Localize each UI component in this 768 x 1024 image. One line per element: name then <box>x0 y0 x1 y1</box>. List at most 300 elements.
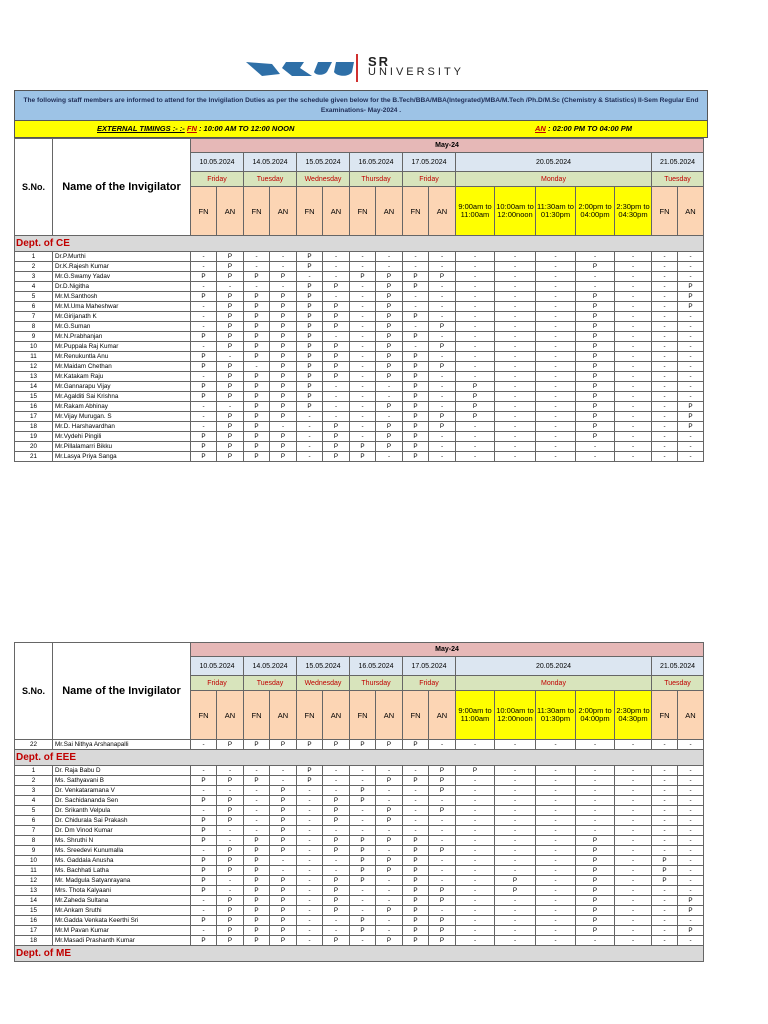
duty-cell: P <box>244 432 270 442</box>
duty-cell: P <box>576 372 615 382</box>
duty-cell: - <box>536 896 576 906</box>
duty-cell: - <box>429 302 456 312</box>
duty-cell: P <box>376 302 403 312</box>
duty-cell: - <box>456 302 495 312</box>
duty-cell: - <box>429 372 456 382</box>
duty-cell: P <box>244 342 270 352</box>
duty-cell: - <box>456 856 495 866</box>
duty-cell: - <box>244 282 270 292</box>
duty-cell: P <box>244 332 270 342</box>
duty-cell: P <box>429 272 456 282</box>
day-header: Tuesday <box>652 172 704 187</box>
row-number: 11 <box>15 352 53 362</box>
duty-cell: - <box>350 322 376 332</box>
day-header: Monday <box>456 172 652 187</box>
duty-cell: - <box>297 876 323 886</box>
duty-cell: P <box>376 806 403 816</box>
duty-cell: P <box>297 262 323 272</box>
fn-session-header: FN <box>297 691 323 740</box>
logo-mark-icon <box>242 58 372 80</box>
table-row <box>15 826 704 836</box>
duty-cell: P <box>191 856 217 866</box>
duty-cell: - <box>376 766 403 776</box>
day-header: Monday <box>456 676 652 691</box>
duty-cell: - <box>652 740 678 750</box>
date-header: 14.05.2024 <box>244 657 297 676</box>
duty-cell: P <box>323 372 350 382</box>
duty-cell: - <box>456 786 495 796</box>
duty-cell: P <box>429 916 456 926</box>
date-header: 14.05.2024 <box>244 153 297 172</box>
duty-cell: - <box>678 342 704 352</box>
duty-cell: - <box>615 876 652 886</box>
duty-cell: P <box>244 866 270 876</box>
duty-cell: P <box>191 442 217 452</box>
duty-cell: - <box>191 322 217 332</box>
duty-cell: - <box>678 786 704 796</box>
row-number: 13 <box>15 372 53 382</box>
duty-cell: P <box>403 776 429 786</box>
duty-cell: - <box>615 322 652 332</box>
duty-cell: - <box>495 332 536 342</box>
table-row <box>15 786 704 796</box>
duty-cell: P <box>217 906 244 916</box>
duty-cell: - <box>615 926 652 936</box>
duty-cell: P <box>217 422 244 432</box>
duty-cell: - <box>536 836 576 846</box>
table-row <box>15 926 704 936</box>
duty-cell: P <box>217 362 244 372</box>
duty-cell: - <box>536 342 576 352</box>
duty-cell: - <box>350 342 376 352</box>
duty-cell: - <box>495 846 536 856</box>
duty-cell: P <box>244 896 270 906</box>
duty-cell: P <box>403 402 429 412</box>
duty-cell: - <box>456 372 495 382</box>
duty-cell: - <box>495 352 536 362</box>
duty-cell: P <box>376 776 403 786</box>
duty-cell: - <box>495 392 536 402</box>
duty-cell: - <box>652 272 678 282</box>
invigilator-name: Mr.Ankam Sruthi <box>53 906 191 916</box>
duty-cell: P <box>403 452 429 462</box>
date-header: 21.05.2024 <box>652 153 704 172</box>
duty-cell: P <box>376 740 403 750</box>
duty-cell: - <box>456 322 495 332</box>
duty-cell: - <box>456 826 495 836</box>
duty-cell: P <box>270 352 297 362</box>
duty-cell: P <box>403 442 429 452</box>
duty-cell: - <box>403 252 429 262</box>
duty-cell: P <box>270 342 297 352</box>
day-header: Friday <box>191 172 244 187</box>
duty-cell: P <box>456 766 495 776</box>
invigilator-name: Ms. Sathyavani B <box>53 776 191 786</box>
duty-cell: - <box>678 816 704 826</box>
duty-cell: - <box>615 906 652 916</box>
an-session-header: AN <box>323 691 350 740</box>
duty-cell: - <box>536 906 576 916</box>
duty-cell: - <box>217 786 244 796</box>
duty-cell: P <box>495 886 536 896</box>
duty-cell: - <box>536 806 576 816</box>
invigilator-name: Dr.K.Rajesh Kumar <box>53 262 191 272</box>
duty-cell: - <box>652 906 678 916</box>
duty-cell: - <box>217 876 244 886</box>
duty-cell: - <box>652 432 678 442</box>
duty-cell: - <box>429 402 456 412</box>
duty-cell: - <box>323 272 350 282</box>
duty-cell: - <box>456 452 495 462</box>
duty-cell: P <box>652 866 678 876</box>
duty-cell: - <box>191 402 217 412</box>
invigilator-name: Mr.G.Suman <box>53 322 191 332</box>
table-row <box>15 402 704 412</box>
duty-cell: - <box>456 876 495 886</box>
duty-cell: P <box>270 936 297 946</box>
duty-cell: - <box>615 252 652 262</box>
duty-cell: - <box>456 836 495 846</box>
duty-cell: - <box>456 816 495 826</box>
duty-cell: - <box>376 886 403 896</box>
row-number: 5 <box>15 806 53 816</box>
duty-cell: - <box>615 786 652 796</box>
invigilator-name: Mr.G.Swamy Yadav <box>53 272 191 282</box>
duty-cell: - <box>376 876 403 886</box>
fn-text: : 10:00 AM TO 12:00 NOON <box>198 124 295 133</box>
duty-cell: P <box>323 816 350 826</box>
duty-cell: P <box>297 776 323 786</box>
duty-cell: - <box>429 452 456 462</box>
duty-cell: - <box>678 252 704 262</box>
day-header: Tuesday <box>244 172 297 187</box>
duty-cell: P <box>678 896 704 906</box>
duty-cell: P <box>376 322 403 332</box>
duty-cell: - <box>652 452 678 462</box>
duty-cell: - <box>403 806 429 816</box>
date-header: 16.05.2024 <box>350 153 403 172</box>
duty-cell: - <box>495 936 536 946</box>
duty-cell: P <box>652 876 678 886</box>
invigilator-name: Mr.Renukuntla Anu <box>53 352 191 362</box>
duty-cell: - <box>678 876 704 886</box>
duty-cell: P <box>217 262 244 272</box>
duty-cell: - <box>403 262 429 272</box>
duty-cell: - <box>536 412 576 422</box>
duty-cell: - <box>495 926 536 936</box>
duty-cell: - <box>576 766 615 776</box>
table-row <box>15 382 704 392</box>
table-row <box>15 896 704 906</box>
duty-cell: P <box>297 392 323 402</box>
duty-cell: - <box>429 740 456 750</box>
row-number: 14 <box>15 382 53 392</box>
time-slot-header: 10:00am to 12:00noon <box>495 691 536 740</box>
duty-cell: P <box>678 402 704 412</box>
duty-cell: - <box>350 252 376 262</box>
duty-cell: P <box>403 886 429 896</box>
duty-cell: P <box>376 936 403 946</box>
duty-cell: P <box>403 422 429 432</box>
date-header: 10.05.2024 <box>191 657 244 676</box>
row-number: 7 <box>15 826 53 836</box>
fn-session-header: FN <box>350 187 376 236</box>
external-timings-an <box>535 124 632 133</box>
duty-cell: - <box>191 252 217 262</box>
duty-cell: P <box>403 856 429 866</box>
row-number: 9 <box>15 846 53 856</box>
duty-cell: - <box>678 322 704 332</box>
duty-cell: P <box>217 846 244 856</box>
duty-cell: - <box>191 422 217 432</box>
name-header: Name of the Invigilator <box>53 643 191 740</box>
duty-cell: - <box>456 342 495 352</box>
duty-cell: - <box>350 816 376 826</box>
date-header: 15.05.2024 <box>297 153 350 172</box>
duty-cell: - <box>652 796 678 806</box>
duty-cell: - <box>678 452 704 462</box>
duty-cell: P <box>576 926 615 936</box>
duty-cell: P <box>244 382 270 392</box>
duty-cell: P <box>376 866 403 876</box>
department-row <box>15 946 704 962</box>
duty-cell: - <box>495 906 536 916</box>
duty-cell: P <box>270 402 297 412</box>
duty-cell: - <box>244 362 270 372</box>
duty-cell: - <box>297 906 323 916</box>
duty-cell: - <box>376 916 403 926</box>
duty-cell: - <box>297 786 323 796</box>
duty-cell: - <box>495 262 536 272</box>
duty-cell: - <box>495 826 536 836</box>
date-header: 20.05.2024 <box>456 153 652 172</box>
duty-cell: P <box>403 332 429 342</box>
duty-cell: - <box>495 856 536 866</box>
duty-cell: P <box>403 432 429 442</box>
invigilation-table-1 <box>14 138 704 462</box>
duty-cell: P <box>270 926 297 936</box>
duty-cell: P <box>217 382 244 392</box>
duty-cell: P <box>191 796 217 806</box>
duty-cell: P <box>270 432 297 442</box>
duty-cell: P <box>576 332 615 342</box>
duty-cell: - <box>495 786 536 796</box>
duty-cell: P <box>270 886 297 896</box>
duty-cell: - <box>615 372 652 382</box>
duty-cell: - <box>297 836 323 846</box>
duty-cell: P <box>350 452 376 462</box>
duty-cell: P <box>217 936 244 946</box>
row-number: 6 <box>15 816 53 826</box>
duty-cell: - <box>678 856 704 866</box>
duty-cell: P <box>297 372 323 382</box>
duty-cell: - <box>615 836 652 846</box>
department-row <box>15 236 704 252</box>
duty-cell: P <box>652 856 678 866</box>
duty-cell: P <box>244 272 270 282</box>
time-slot-header: 2:30pm to 04:30pm <box>615 691 652 740</box>
duty-cell: P <box>576 362 615 372</box>
duty-cell: P <box>678 906 704 916</box>
duty-cell: - <box>191 262 217 272</box>
duty-cell: P <box>297 292 323 302</box>
duty-cell: P <box>456 392 495 402</box>
duty-cell: - <box>615 846 652 856</box>
duty-cell: P <box>270 382 297 392</box>
duty-cell: P <box>297 342 323 352</box>
duty-cell: - <box>350 806 376 816</box>
time-slot-header: 9:00am to 11:00am <box>456 691 495 740</box>
department-row <box>15 750 704 766</box>
duty-cell: P <box>217 432 244 442</box>
invigilation-table-2 <box>14 642 704 962</box>
duty-cell: P <box>403 836 429 846</box>
invigilator-name: Mr.Pillalamarri Bikku <box>53 442 191 452</box>
table-row <box>15 252 704 262</box>
duty-cell: P <box>270 442 297 452</box>
duty-cell: P <box>191 816 217 826</box>
duty-cell: P <box>678 292 704 302</box>
duty-cell: P <box>376 272 403 282</box>
duty-cell: P <box>244 292 270 302</box>
duty-cell: P <box>297 302 323 312</box>
row-number: 6 <box>15 302 53 312</box>
invigilator-name: Mr. Madgula Satyanrayana <box>53 876 191 886</box>
duty-cell: - <box>270 866 297 876</box>
duty-cell: - <box>495 836 536 846</box>
duty-cell: P <box>429 896 456 906</box>
logo-line-2: UNIVERSITY <box>368 66 465 78</box>
duty-cell: - <box>244 816 270 826</box>
duty-cell: P <box>403 372 429 382</box>
fn-session-header: FN <box>403 187 429 236</box>
row-number: 17 <box>15 926 53 936</box>
duty-cell: - <box>536 362 576 372</box>
duty-cell: - <box>244 796 270 806</box>
date-header: 17.05.2024 <box>403 153 456 172</box>
table-row <box>15 806 704 816</box>
duty-cell: P <box>191 776 217 786</box>
table-row <box>15 796 704 806</box>
table-row <box>15 886 704 896</box>
duty-cell: - <box>678 312 704 322</box>
duty-cell: - <box>323 786 350 796</box>
duty-cell: P <box>576 312 615 322</box>
duty-cell: - <box>536 846 576 856</box>
duty-cell: - <box>297 452 323 462</box>
invigilator-name: Mr.Katakam Raju <box>53 372 191 382</box>
duty-cell: P <box>244 836 270 846</box>
duty-cell: - <box>429 312 456 322</box>
duty-cell: P <box>270 412 297 422</box>
duty-cell: - <box>376 846 403 856</box>
duty-cell: P <box>270 392 297 402</box>
duty-cell: - <box>456 352 495 362</box>
duty-cell: - <box>217 766 244 776</box>
duty-cell: - <box>652 392 678 402</box>
duty-cell: - <box>297 926 323 936</box>
invigilator-name: Mr.Gannarapu Vijay <box>53 382 191 392</box>
duty-cell: - <box>536 816 576 826</box>
header-month-row <box>15 139 704 153</box>
duty-cell: - <box>615 382 652 392</box>
duty-cell: - <box>495 412 536 422</box>
duty-cell: - <box>376 252 403 262</box>
duty-cell: P <box>217 796 244 806</box>
invigilator-name: Mr.M.Santhosh <box>53 292 191 302</box>
row-number: 8 <box>15 836 53 846</box>
day-header: Friday <box>403 676 456 691</box>
duty-cell: - <box>536 876 576 886</box>
duty-cell: P <box>429 342 456 352</box>
duty-cell: - <box>652 422 678 432</box>
duty-cell: - <box>615 866 652 876</box>
duty-cell: - <box>536 382 576 392</box>
row-number: 15 <box>15 392 53 402</box>
duty-cell: - <box>244 262 270 272</box>
duty-cell: P <box>350 916 376 926</box>
duty-cell: P <box>376 372 403 382</box>
duty-cell: - <box>615 740 652 750</box>
invigilator-name: Dr. Dm Vinod Kumar <box>53 826 191 836</box>
notice-banner: The following staff members are informed to attend for the Invigilation Duties as per the schedule given below for the B.Tech/BBA/MBA(Integrated)/MBA/M.Tech /Ph.D/M.Sc (Chemistry & Statistics) II-Sem Regular End Examinations- May-2024 . <box>14 90 708 121</box>
duty-cell: - <box>615 412 652 422</box>
duty-cell: P <box>403 740 429 750</box>
duty-cell: - <box>403 826 429 836</box>
duty-cell: P <box>217 272 244 282</box>
row-number: 19 <box>15 432 53 442</box>
invigilator-name: Dr. Srikanth Velpula <box>53 806 191 816</box>
duty-cell: P <box>270 740 297 750</box>
duty-cell: - <box>270 766 297 776</box>
duty-cell: P <box>576 342 615 352</box>
duty-cell: - <box>495 302 536 312</box>
duty-cell: P <box>270 826 297 836</box>
duty-cell: - <box>678 362 704 372</box>
duty-cell: - <box>350 776 376 786</box>
duty-cell: P <box>191 272 217 282</box>
duty-cell: P <box>403 272 429 282</box>
duty-cell: - <box>191 846 217 856</box>
row-number: 2 <box>15 262 53 272</box>
duty-cell: - <box>615 392 652 402</box>
duty-cell: P <box>191 866 217 876</box>
duty-cell: P <box>376 282 403 292</box>
duty-cell: - <box>678 916 704 926</box>
table-row <box>15 422 704 432</box>
duty-cell: P <box>403 846 429 856</box>
duty-cell: - <box>495 382 536 392</box>
duty-cell: P <box>576 876 615 886</box>
table-row <box>15 442 704 452</box>
duty-cell: P <box>297 766 323 776</box>
duty-cell: - <box>652 352 678 362</box>
duty-cell: - <box>429 816 456 826</box>
duty-cell: P <box>403 392 429 402</box>
duty-cell: - <box>297 796 323 806</box>
duty-cell: P <box>323 886 350 896</box>
duty-cell: - <box>495 796 536 806</box>
duty-cell: - <box>615 342 652 352</box>
duty-cell: - <box>536 302 576 312</box>
duty-cell: - <box>403 786 429 796</box>
an-session-header: AN <box>429 691 456 740</box>
duty-cell: P <box>270 906 297 916</box>
duty-cell: - <box>270 262 297 272</box>
day-header: Wednesday <box>297 172 350 187</box>
duty-cell: - <box>376 896 403 906</box>
duty-cell: P <box>323 896 350 906</box>
